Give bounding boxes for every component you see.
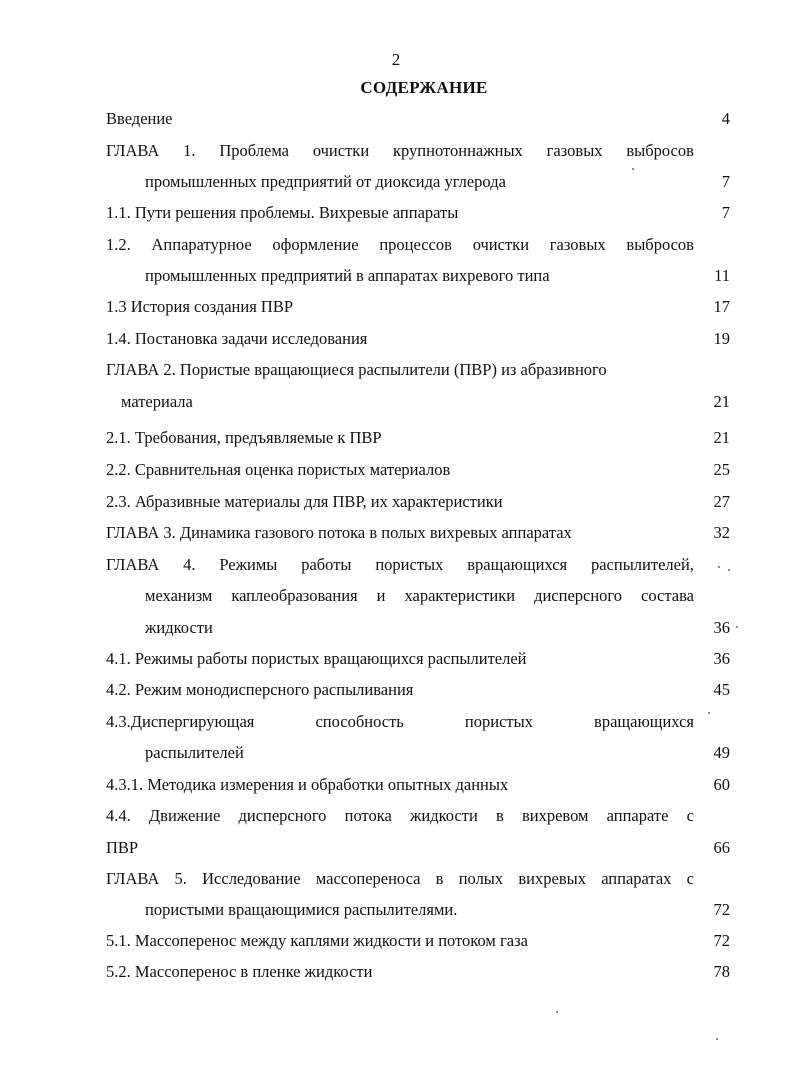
toc-entry-text: Введение (106, 109, 173, 128)
toc-entry-page: 21 (713, 392, 730, 411)
toc-entry-page: 72 (713, 931, 730, 950)
toc-entry-continuation: ПВР (106, 838, 139, 857)
toc-entry-line: ГЛАВА 2. Пористые вращающиеся распылители (ПВР) из абразивного (106, 360, 607, 379)
toc-entry-page: 66 (713, 838, 730, 857)
toc-title: СОДЕРЖАНИЕ (360, 78, 488, 97)
toc-entry-page: 27 (713, 492, 730, 511)
toc-entry-continuation: промышленных предприятий в аппаратах вихревого типа (145, 266, 550, 285)
toc-entry-page: 60 (713, 775, 730, 794)
toc-entry-page: 4 (721, 109, 730, 128)
toc-entry-line: 4.4. Движение дисперсного потока жидкости в вихревом аппарате с (106, 806, 694, 825)
toc-entry-text: 1.3 История создания ПВР (106, 297, 294, 316)
page-number: 2 (391, 50, 401, 69)
scan-speck (556, 1011, 558, 1013)
toc-entry-text: 1.1. Пути решения проблемы. Вихревые аппараты (106, 203, 459, 222)
toc-entry-continuation: жидкости (145, 618, 213, 637)
toc-entry-continuation: распылителей (145, 743, 244, 762)
scan-speck (708, 712, 710, 714)
toc-entry-line: ГЛАВА 4. Режимы работы пористых вращающихся распылителей, (106, 555, 694, 574)
toc-entry-text: 4.2. Режим монодисперсного распыливания (106, 680, 414, 699)
toc-entry-text: 4.3.1. Методика измерения и обработки опытных данных (106, 775, 509, 794)
toc-entry-text: 4.1. Режимы работы пористых вращающихся распылителей (106, 649, 527, 668)
toc-entry-continuation: механизм каплеобразования и характеристики дисперсного состава (145, 586, 694, 605)
toc-entry-text: 2.1. Требования, предъявляемые к ПВР (106, 428, 382, 447)
toc-entry-page: 78 (713, 962, 730, 981)
toc-entry-page: 72 (713, 900, 730, 919)
scan-speck (728, 569, 730, 571)
toc-entry-line: ГЛАВА 5. Исследование массопереноса в полых вихревых аппаратах с (106, 869, 694, 888)
toc-entry-line: 4.3.Диспергирующая способность пористых вращающихся (106, 712, 694, 731)
scan-speck (718, 566, 720, 568)
toc-entry-text: 1.4. Постановка задачи исследования (106, 329, 368, 348)
toc-entry-continuation: материала (121, 392, 193, 411)
scan-speck (736, 626, 738, 628)
toc-entry-line: 1.2. Аппаратурное оформление процессов очистки газовых выбросов (106, 235, 694, 254)
toc-entry-text: 5.2. Массоперенос в пленке жидкости (106, 962, 373, 981)
toc-entry-text: 5.1. Массоперенос между каплями жидкости и потоком газа (106, 931, 528, 950)
toc-entry-text: ГЛАВА 3. Динамика газового потока в полых вихревых аппаратах (106, 523, 572, 542)
toc-entry-page: 49 (713, 743, 730, 762)
toc-entry-page: 17 (713, 297, 730, 316)
toc-entry-text: 2.2. Сравнительная оценка пористых материалов (106, 460, 451, 479)
toc-entry-page: 19 (713, 329, 730, 348)
toc-entry-page: 25 (713, 460, 730, 479)
toc-entry-text: 2.3. Абразивные материалы для ПВР, их характеристики (106, 492, 503, 511)
toc-entry-continuation: промышленных предприятий от диоксида углерода (145, 172, 506, 191)
toc-entry-line: ГЛАВА 1. Проблема очистки крупнотоннажных газовых выбросов (106, 141, 694, 160)
toc-entry-continuation: пористыми вращающимися распылителями. (145, 900, 458, 919)
toc-entry-page: 45 (713, 680, 730, 699)
toc-entry-page: 11 (714, 266, 730, 285)
toc-entry-page: 36 (713, 649, 730, 668)
scan-speck (632, 168, 634, 170)
toc-entry-page: 32 (713, 523, 730, 542)
toc-entry-page: 21 (713, 428, 730, 447)
toc-entry-page: 36 (713, 618, 730, 637)
scan-speck (716, 1038, 718, 1040)
toc-entry-page: 7 (721, 172, 730, 191)
toc-entry-page: 7 (721, 203, 730, 222)
